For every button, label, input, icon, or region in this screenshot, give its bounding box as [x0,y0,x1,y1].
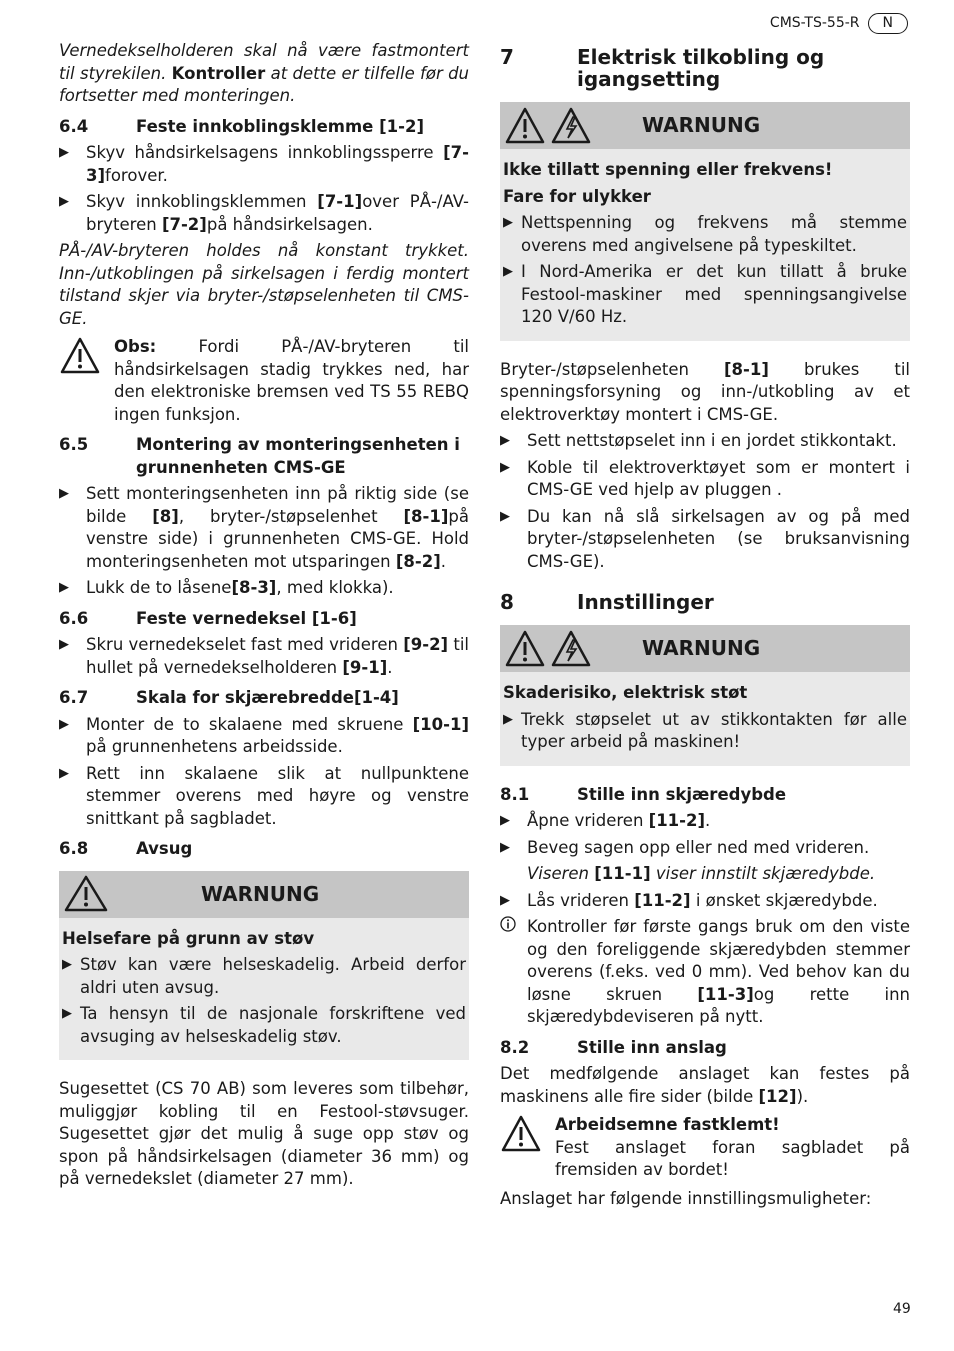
info-icon [500,916,527,1029]
warning-box-dust [59,871,469,1061]
heading-6-6: 6.6 Feste vernedeksel [1-6] [59,608,357,628]
info-item: Kontroller før første gangs bruk om den viste og den foreliggende skjæredybden stemmer overens (f.eks. ved 0 mm). Ved behov kan du løsne skruen [11-3]og rette inn skjæredybdeviseren på nytt. [500,916,910,1029]
language-badge: N [868,13,908,34]
warning-header [59,871,469,918]
heading-6-7: 6.7 Skala for skjærebredde[1-4] [59,688,399,707]
list-item: ▶ Monter de to skalaene med skruene [10-1] på grunnenhetens arbeidsside. [59,714,469,759]
arrow-bullet-icon: ▶ [500,433,510,448]
arrow-bullet-icon: ▶ [59,716,69,732]
paragraph: Viseren [11-1] viser innstilt skjæredybde. [527,864,876,883]
arrow-bullet-icon: ▶ [59,637,69,652]
warning-box-shock [500,625,910,766]
heading-6-5: 6.5 Montering av monteringsenheten i grunnenheten CMS-GE [59,435,460,477]
list-item: ▶ Trekk støpselet ut av stikkontakten før alle typer arbeid på maskinen! [503,709,907,754]
electric-shock-icon [550,106,592,146]
list-item: ▶ Nettspenning og frekvens må stemme overens med angivelsene på typeskiltet. [503,212,907,257]
list-item: ▶ Skyv innkoblingsklemmen [7-1]over PÅ-/AV-bryteren [7-2]på håndsirkelsagen. [59,191,469,236]
warning-subhead: Ikke tillatt spenning eller frekvens! [503,160,833,179]
arrow-bullet-icon: ▶ [59,486,69,501]
heading-8-1: 8.1 Stille inn skjæredybde [500,784,787,804]
paragraph: Bryter-/støpselenheten [8-1] brukes til spenningsforsyning og inn-/utkobling av et elektroverktøy montert i CMS-GE. [500,359,911,424]
list-item: ▶ Lås vrideren [11-2] i ønsket skjæredybde. [500,890,910,913]
warning-header [500,102,910,149]
list-item: ▶ Sett nettstøpselet inn i en jordet stikkontakt. [500,430,910,453]
caution-note: Obs: Fordi PÅ-/AV-bryteren til håndsirkelsagen stadig trykkes ned, har den elektroniske bremsen ved TS 55 REBQ ingen funksjon. [59,336,469,426]
warning-triangle-icon [59,336,114,426]
heading-6-8: 6.8 Avsug [59,839,193,858]
paragraph: Det medfølgende anslaget kan festes på maskinens alle fire sider (bilde [12]). [500,1064,910,1106]
list-item: ▶ Åpne vrideren [11-2]. [500,810,910,833]
paragraph: Anslaget har følgende innstillingsmuligheter: [500,1188,872,1208]
warning-triangle-icon [504,629,546,669]
left-column [59,40,469,1195]
arrow-bullet-icon: ▶ [59,145,69,160]
arrow-bullet-icon: ▶ [500,508,510,524]
electric-shock-icon [550,629,592,669]
warning-title: WARNUNG [201,881,320,906]
heading-7: 7 Elektrisk tilkobling og igangsetting [500,45,825,91]
arrow-bullet-icon: ▶ [500,459,510,475]
arrow-bullet-icon: ▶ [500,839,510,855]
warning-title: WARNUNG [642,113,761,138]
warning-title: WARNUNG [642,636,761,661]
list-item: ▶ Rett inn skalaene slik at nullpunktene stemmer overens med høyre og venstre snittkant på sagbladet. [59,763,469,831]
heading-6-4: 6.4 Feste innkoblingsklemme [1-2] [59,116,424,136]
arrow-bullet-icon: ▶ [62,957,72,972]
heading-8: 8 Innstillinger [500,590,714,614]
warning-header [500,625,910,672]
warning-subhead: Fare for ulykker [503,186,651,206]
page-header [770,12,908,35]
caution-note: Arbeidsemne fastklemt! Fest anslaget foran sagbladet på fremsiden av bordet! [500,1114,910,1182]
right-column [500,40,910,1214]
page-number: 49 [893,1301,911,1317]
list-item: ▶ Du kan nå slå sirkelsagen av og på med bryter-/støpselenheten (se bruksanvisning CMS-GE). [500,506,910,574]
list-item: ▶ Koble til elektroverktøyet som er montert i CMS-GE ved hjelp av pluggen . [500,457,910,502]
arrow-bullet-icon: ▶ [503,711,513,727]
arrow-bullet-icon: ▶ [59,580,69,595]
heading-8-2: 8.2 Stille inn anslag [500,1037,727,1057]
arrow-bullet-icon: ▶ [503,215,513,230]
warning-triangle-icon [504,106,546,146]
arrow-bullet-icon: ▶ [500,813,510,828]
paragraph: Sugesettet (CS 70 AB) som leveres som tilbehør, muliggjør kobling til en Festool-støvsuger. Sugesettet gjør det mulig å suge opp støv og spon på håndsirkelsagen (diameter 36 mm) og på vernedekslet (diameter 27 mm). [59,1079,469,1188]
list-item: ▶ Skru vernedekselet fast med vrideren [9-2] til hullet på vernedekselholderen [9-1]. [59,634,469,679]
list-item: ▶ Sett monteringsenheten inn på riktig side (se bilde [8], bryter-/støpselenhet [8-1]på venstre side) i grunnenheten CMS-GE. Hold monteringsenheten mot utsparingen [8-2]. [59,483,469,573]
list-item: ▶ I Nord-Amerika er det kun tillatt å bruke Festool-maskiner med spenningsangivelse 120 V/60 Hz. [503,261,907,329]
arrow-bullet-icon: ▶ [62,1006,72,1021]
paragraph: PÅ-/AV-bryteren holdes nå konstant trykket. Inn-/utkoblingen på sirkelsagen i ferdig montert tilstand skjer via bryter-/støpselenheten til CMS-GE. [59,241,469,328]
arrow-bullet-icon: ▶ [59,765,69,781]
warning-subhead: Skaderisiko, elektrisk støt [503,683,748,702]
list-item: ▶ Støv kan være helseskadelig. Arbeid derfor aldri uten avsug. [62,954,466,999]
model-label: CMS-TS-55-R [769,15,860,31]
warning-triangle-icon [500,1114,555,1182]
intro-paragraph: Vernedekselholderen skal nå være fastmontert til styrekilen. Kontroller at dette er tilfelle før du fortsetter med monteringen. [59,41,469,105]
list-item: ▶ Lukk de to låsene[8-3], med klokka). [59,577,469,600]
list-item: ▶ Beveg sagen opp eller ned med vrideren. [500,837,910,860]
arrow-bullet-icon: ▶ [503,264,513,279]
warning-box-voltage [500,102,910,341]
warning-subhead: Helsefare på grunn av støv [62,928,315,948]
warning-triangle-icon [63,874,109,914]
arrow-bullet-icon: ▶ [59,194,69,209]
arrow-bullet-icon: ▶ [500,892,510,908]
list-item: ▶ Ta hensyn til de nasjonale forskriftene ved avsuging av helseskadelig støv. [62,1003,466,1048]
list-item: ▶ Skyv håndsirkelsagens innkoblingssperre [7-3]forover. [59,142,469,187]
